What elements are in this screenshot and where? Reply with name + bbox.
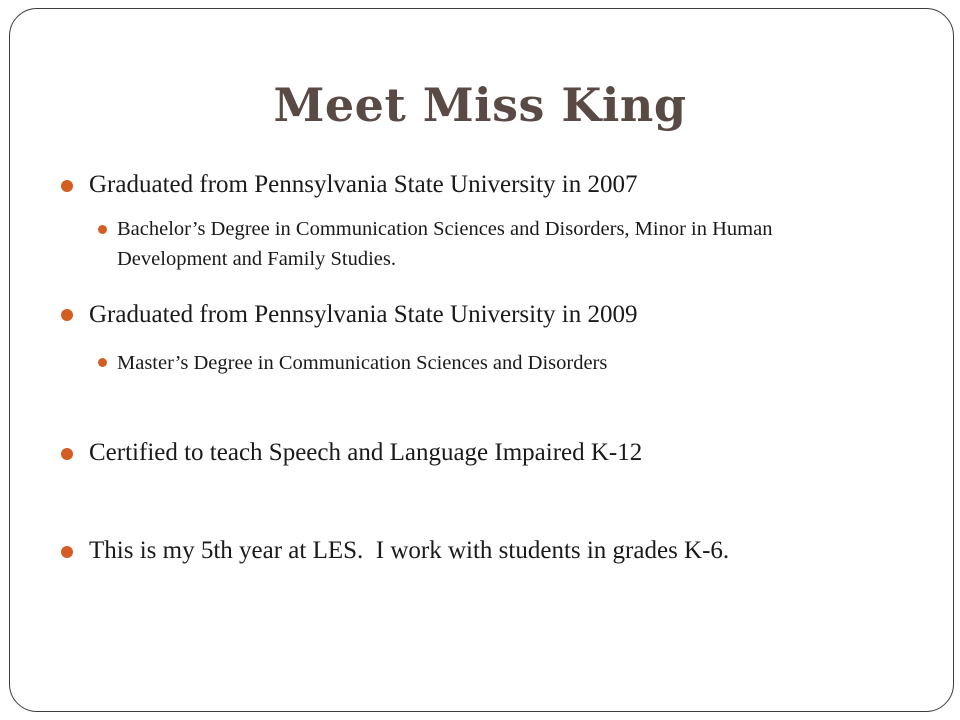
bullet-3-text: Graduated from Pennsylvania State University in 2009 <box>89 301 638 328</box>
bullet-2-text: Bachelor’s Degree in Communication Sciences and Disorders, Minor in Human Development and Family Studies. <box>117 218 773 270</box>
bullet-6-icon <box>61 546 73 558</box>
bullet-6-text: This is my 5th year at LES. I work with students in grades K-6. <box>89 537 730 564</box>
bullet-1-icon <box>61 180 73 192</box>
bullet-3-icon <box>61 309 73 321</box>
bullet-2-icon <box>98 225 107 234</box>
bullet-4-icon <box>98 358 107 367</box>
bullet-1-text: Graduated from Pennsylvania State University in 2007 <box>89 171 638 198</box>
bullet-5-icon <box>61 448 73 460</box>
slide-title: Meet Miss King <box>273 78 687 132</box>
bullet-5-text: Certified to teach Speech and Language Impaired K-12 <box>89 439 643 466</box>
bullet-4-text: Master’s Degree in Communication Sciences and Disorders <box>117 352 608 374</box>
